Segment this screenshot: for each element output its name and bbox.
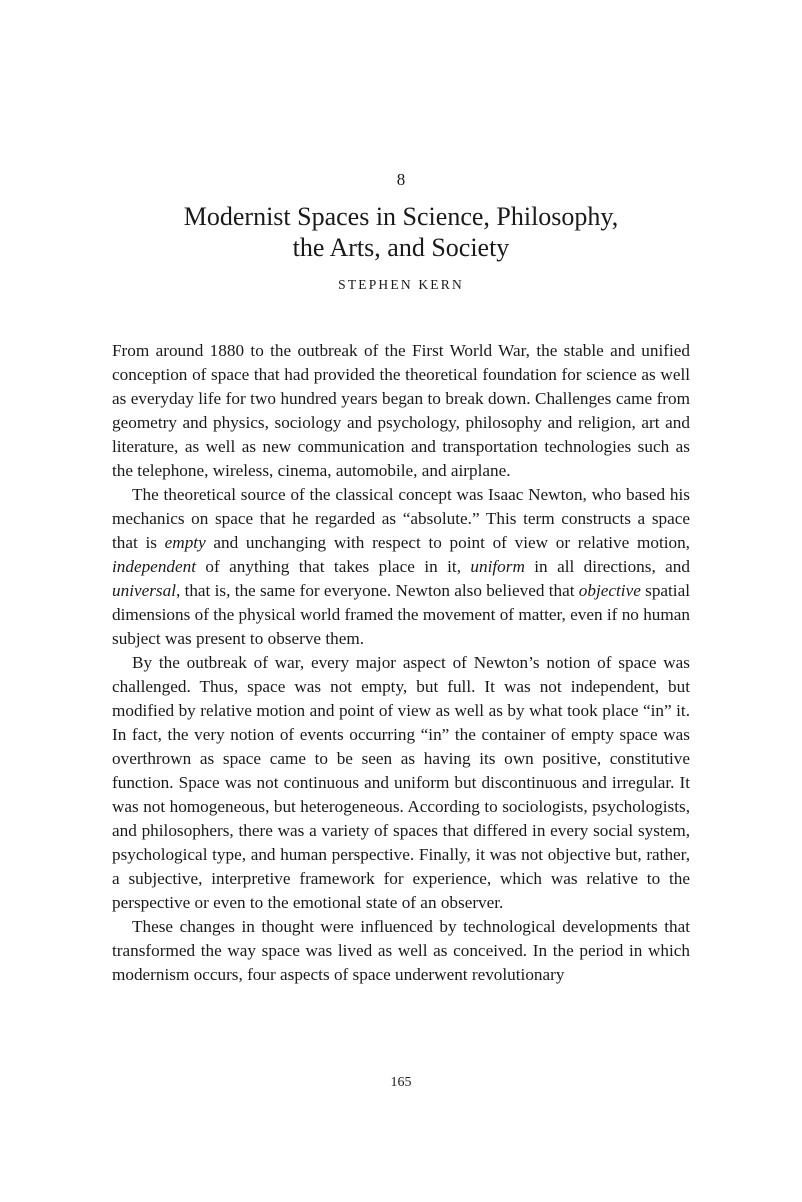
chapter-author: STEPHEN KERN: [338, 277, 464, 292]
emphasis-universal: universal: [112, 581, 176, 600]
paragraph-3: By the outbreak of war, every major aspect of Newton’s notion of space was challenged. Thus, space was not empty, but full. It was not independent, but modified by relative motion and point of view as well as by what took place “in” it. In fact, the very notion of events occurring “in” the container of empty space was overthrown as space came to be seen as having its own positive, constitutive function. Space was not continuous and uniform but discontinuous and irregular. It was not homogeneous, but heterogeneous. According to sociologists, psychologists, and philosophers, there was a variety of spaces that differed in every social system, psychological type, and human perspective. Finally, it was not objective but, rather, a subjective, interpretive framework for experience, which was relative to the perspective or even to the emotional state of an observer.: [112, 653, 690, 912]
paragraph-2-text: The theoretical source of the classical concept was Isaac Newton, who based his mechanics on space that he regarded as “absolute.” This term constructs a space that is: [112, 485, 690, 552]
paragraph-2-text: in all directions, and: [524, 557, 690, 576]
paragraph-2-text: , that is, the same for everyone. Newton also believed that: [175, 581, 579, 600]
paragraph-4: These changes in thought were influenced by technological developments that transformed the way space was lived as well as conceived. In the period in which modernism occurs, four aspects of space underwent revolutionary: [112, 917, 690, 984]
paragraph-2-text: spatial dimensions of the physical world framed the movement of matter, even if no human subject was present to observe them.: [112, 581, 690, 648]
emphasis-uniform: uniform: [470, 557, 525, 576]
paragraph-2-text: of anything that takes place in it,: [196, 557, 471, 576]
paragraph-2-text: and unchanging with respect to point of view or relative motion,: [205, 533, 690, 552]
paragraph-1: From around 1880 to the outbreak of the First World War, the stable and unified conception of space that had provided the theoretical foundation for science as well as everyday life for two hundred years began to break down. Challenges came from geometry and physics, sociology and psychology, philosophy and religion, art and literature, as well as new communication and transportation technologies such as the telephone, wireless, cinema, automobile, and airplane.: [112, 341, 690, 480]
page-number: 165: [390, 1075, 412, 1090]
paragraph-2: [112, 483, 690, 651]
chapter-title-line-1: Modernist Spaces in Science, Philosophy,: [183, 202, 619, 231]
emphasis-objective: objective: [578, 581, 641, 600]
chapter-number: 8: [396, 170, 406, 189]
emphasis-independent: independent: [112, 557, 196, 576]
body-text: [112, 339, 690, 987]
emphasis-empty: empty: [164, 533, 206, 552]
chapter-title-line-2: the Arts, and Society: [292, 233, 510, 262]
chapter-title: [100, 201, 702, 263]
